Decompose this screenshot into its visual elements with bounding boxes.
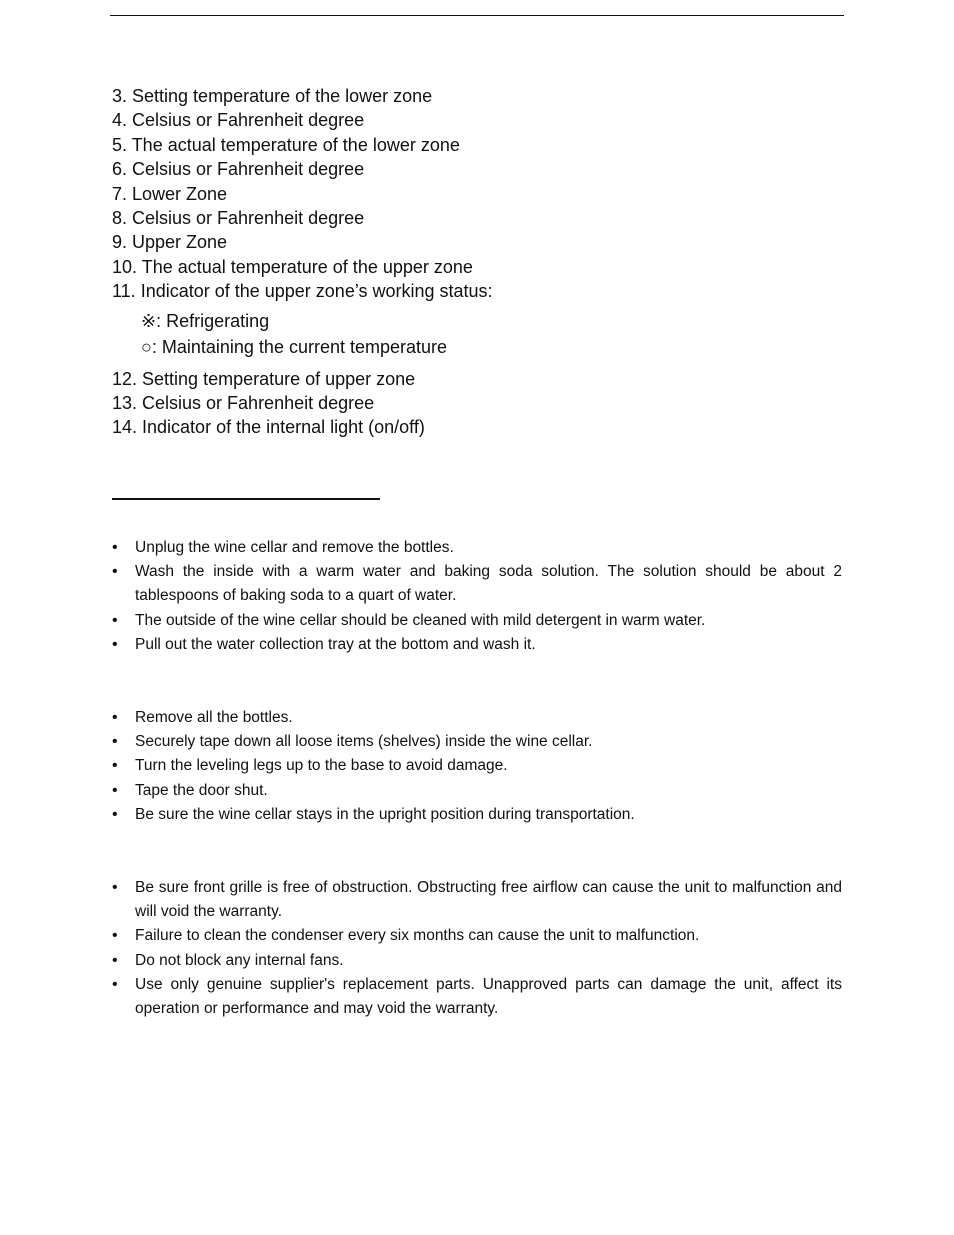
status-maintaining: ○: Maintaining the current temperature [141, 336, 448, 357]
legend-item: 10. The actual temperature of the upper zone [112, 256, 473, 277]
list-item: • Be sure the wine cellar stays in the upright position during transportation. [112, 803, 842, 827]
header-rule [110, 15, 844, 16]
legend-item: 6. Celsius or Fahrenheit degree [112, 159, 365, 180]
list-item: • Failure to clean the condenser every six months can cause the unit to malfunction. [112, 924, 842, 948]
legend-item: 11. Indicator of the upper zone’s working status: [112, 281, 493, 302]
list-item: • Turn the leveling legs up to the base to avoid damage. [112, 754, 842, 778]
list-item: • Be sure front grille is free of obstruction. Obstructing free airflow can cause the unit to malfunction and will void the warranty. [112, 876, 842, 924]
list-item: • Securely tape down all loose items (shelves) inside the wine cellar. [112, 730, 842, 754]
display-legend-list [112, 84, 493, 440]
section-rule [112, 498, 380, 500]
status-refrigerating: ※: Refrigerating [141, 310, 270, 331]
legend-item: 5. The actual temperature of the lower zone [112, 134, 460, 155]
legend-item: 12. Setting temperature of upper zone [112, 368, 416, 389]
list-item: • Wash the inside with a warm water and baking soda solution. The solution should be about 2 tablespoons of baking soda to a quart of water. [112, 560, 842, 608]
list-item: • Do not block any internal fans. [112, 949, 842, 973]
legend-item: 3. Setting temperature of the lower zone [112, 86, 433, 106]
legend-item: 13. Celsius or Fahrenheit degree [112, 393, 375, 414]
legend-item: 8. Celsius or Fahrenheit degree [112, 208, 365, 229]
legend-item: 4. Celsius or Fahrenheit degree [112, 110, 365, 131]
energy-list [112, 876, 842, 1021]
cleaning-list [112, 536, 842, 657]
list-item: • Use only genuine supplier's replacement parts. Unapproved parts can damage the unit, affect its operation or performance and may void the warranty. [112, 973, 842, 1021]
legend-item: 7. Lower Zone [112, 183, 228, 204]
legend-item: 9. Upper Zone [112, 232, 228, 253]
list-item: • Pull out the water collection tray at the bottom and wash it. [112, 633, 842, 657]
list-item: • Tape the door shut. [112, 779, 842, 803]
legend-item: 14. Indicator of the internal light (on/off) [112, 417, 425, 438]
list-item: • Remove all the bottles. [112, 706, 842, 730]
moving-list [112, 706, 842, 827]
list-item: • The outside of the wine cellar should be cleaned with mild detergent in warm water. [112, 609, 842, 633]
list-item: • Unplug the wine cellar and remove the bottles. [112, 536, 842, 560]
